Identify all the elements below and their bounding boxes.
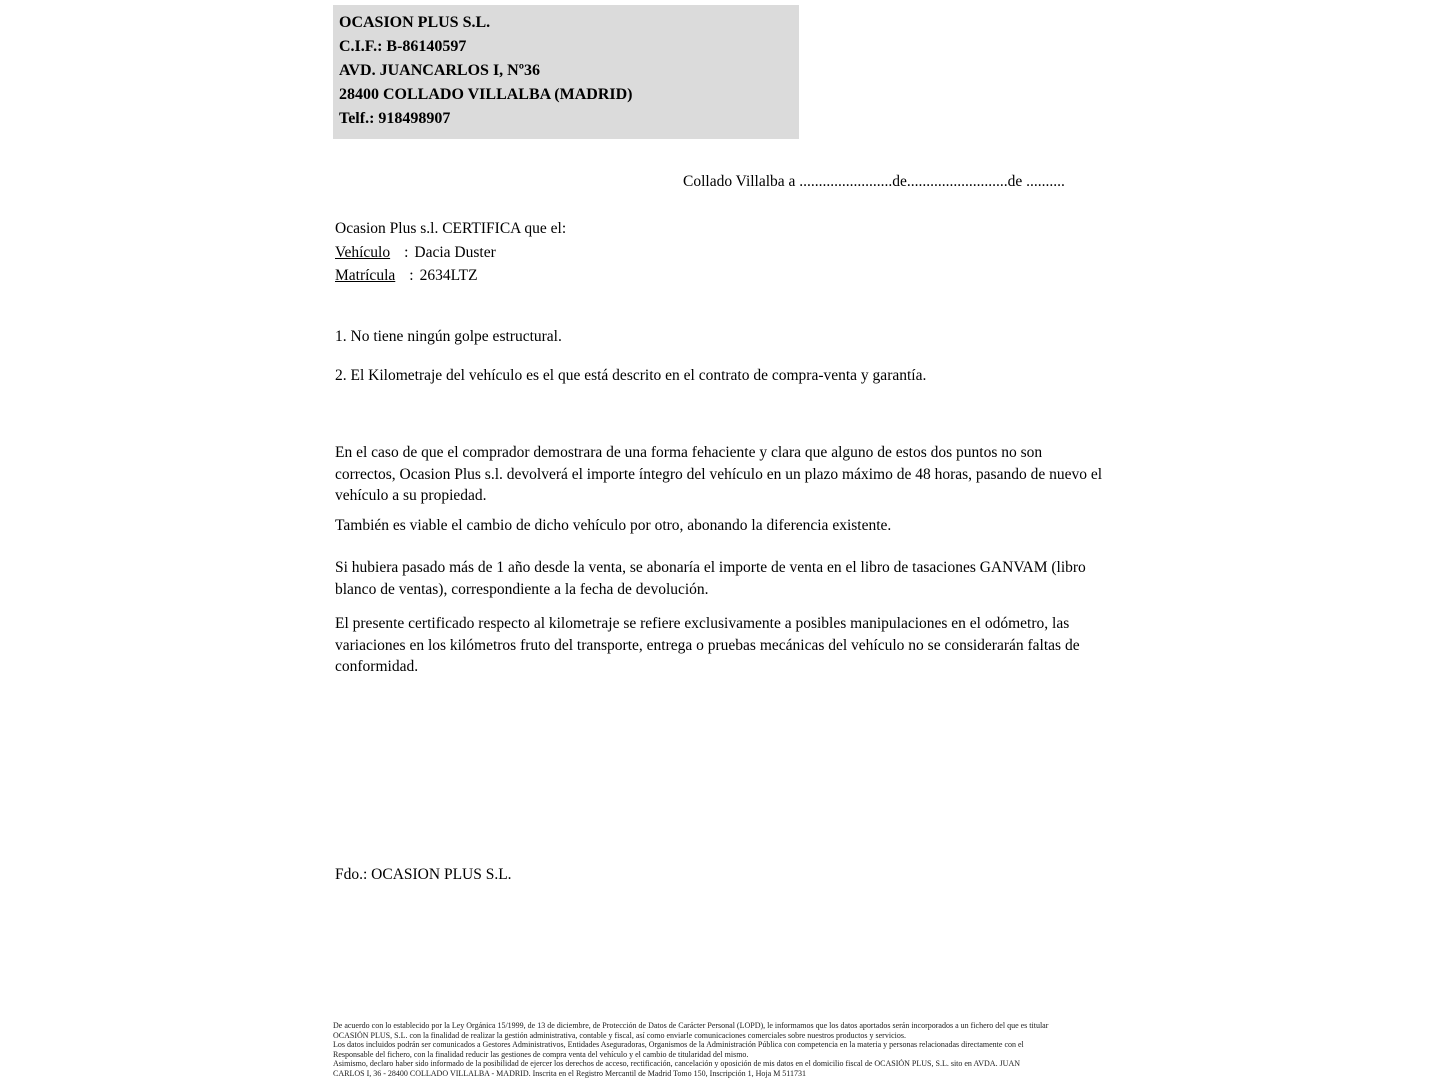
legal-footer xyxy=(333,1021,1105,1079)
company-address: AVD. JUANCARLOS I, Nº36 xyxy=(339,62,541,79)
paragraph-odometer: El presente certificado respecto al kilometraje se refiere exclusivamente a posibles manipulaciones en el odómetro, las variaciones en los kilómetros fruto del transporte, entrega o pruebas mecánicas del vehículo no se considerarán faltas de conformidad. xyxy=(335,615,1080,675)
company-phone: Telf.: 918498907 xyxy=(339,110,451,127)
vehicle-value: Dacia Duster xyxy=(414,244,496,261)
legal-footer-line: OCASIÓN PLUS, S.L. con la finalidad de realizar la gestión administrativa, contable y fiscal, así como enviarle comunicaciones comerciales sobre nuestros productos y servicios. xyxy=(333,1030,906,1040)
company-name: OCASION PLUS S.L. xyxy=(339,14,491,31)
vehicle-separator: : xyxy=(404,244,409,261)
clause-1: 1. No tiene ningún golpe estructural. xyxy=(335,328,562,345)
paragraph-exchange: También es viable el cambio de dicho vehículo por otro, abonando la diferencia existente. xyxy=(335,517,892,534)
legal-footer-line: CARLOS I, 36 - 28400 COLLADO VILLALBA - MADRID. Inscrita en el Registro Mercantil de Madrid Tomo 150, Inscripción 1, Hoja M 511731 xyxy=(333,1068,807,1078)
signature-line: Fdo.: OCASION PLUS S.L. xyxy=(335,866,512,883)
clause-2: 2. El Kilometraje del vehículo es el que está descrito en el contrato de compra-venta y garantía. xyxy=(335,367,927,384)
company-city: 28400 COLLADO VILLALBA (MADRID) xyxy=(339,86,633,103)
plate-separator: : xyxy=(409,267,414,284)
legal-footer-line: De acuerdo con lo establecido por la Ley Orgánica 15/1999, de 13 de diciembre, de Protección de Datos de Carácter Personal (LOPD), le informamos que los datos aportados serán incorporados a un fichero del que es titular xyxy=(333,1021,1049,1030)
legal-footer-line: Responsable del fichero, con la finalidad reducir las gestiones de compra venta del vehículo y el cambio de titularidad del mismo. xyxy=(333,1049,749,1059)
paragraph-refund: En el caso de que el comprador demostrara de una forma fehaciente y clara que alguno de estos dos puntos no son correctos, Ocasion Plus s.l. devolverá el importe íntegro del vehículo en un plazo máximo de 48 horas, pasando de nuevo el vehículo a su propiedad. xyxy=(335,444,1103,504)
company-header-box xyxy=(333,5,799,139)
certify-title: Ocasion Plus s.l. CERTIFICA que el: xyxy=(335,220,567,237)
plate-value: 2634LTZ xyxy=(419,267,478,284)
plate-label: Matrícula xyxy=(335,267,396,284)
company-cif: C.I.F.: B-86140597 xyxy=(339,38,467,55)
date-line: Collado Villalba a ........................de..........................de .......... xyxy=(683,173,1065,190)
legal-footer-line: Asimismo, declaro haber sido informado de la posibilidad de ejercer los derechos de acceso, rectificación, cancelación y oposición de mis datos en el domicilio fiscal de OCASIÓN PLUS, S.L. sito en AVDA. JUAN xyxy=(333,1059,1021,1069)
vehicle-label: Vehículo xyxy=(335,244,391,261)
paragraph-ganvam: Si hubiera pasado más de 1 año desde la venta, se abonaría el importe de venta en el libro de tasaciones GANVAM (libro blanco de ventas), correspondiente a la fecha de devolución. xyxy=(335,559,1086,598)
vehicle-line xyxy=(335,242,1103,264)
legal-footer-line: Los datos incluidos podrán ser comunicados a Gestores Administrativos, Entidades Aseguradoras, Organismos de la Administración Pública con competencia en la materia y personas relacionadas directamente con el xyxy=(333,1040,1024,1050)
plate-line xyxy=(335,265,1103,287)
